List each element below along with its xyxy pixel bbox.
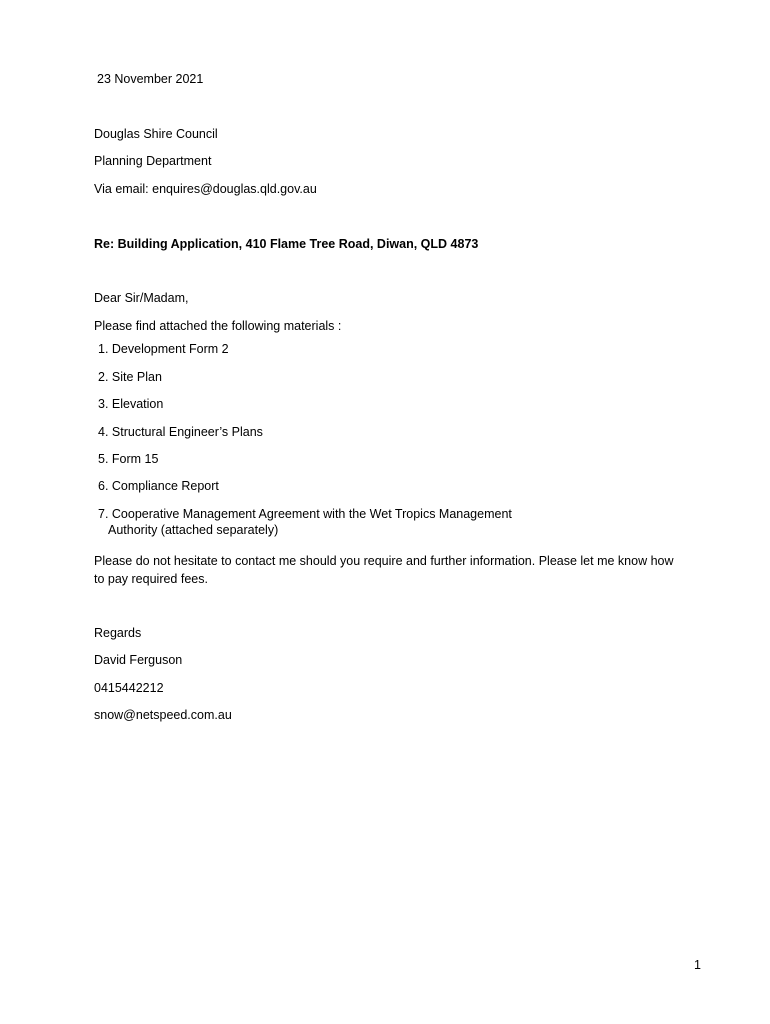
sender-phone: 0415442212 — [94, 681, 164, 695]
sender-name: David Ferguson — [94, 653, 183, 667]
attachment-item-6: 6. Compliance Report — [98, 479, 219, 493]
page-number: 1 — [694, 958, 701, 972]
attachment-item-4: 4. Structural Engineer’s Plans — [98, 425, 263, 439]
attachment-item-2: 2. Site Plan — [98, 370, 162, 384]
letter-subject: Re: Building Application, 410 Flame Tree Road, Diwan, QLD 4873 — [94, 237, 479, 251]
letter-date: 23 November 2021 — [97, 72, 204, 86]
intro-text: Please find attached the following materials : — [94, 319, 342, 333]
signoff: Regards — [94, 626, 142, 640]
closing-paragraph: Please do not hesitate to contact me should you require and further information. Please let me know how to pay required fees. — [94, 554, 674, 586]
attachment-item-7: 7. Cooperative Management Agreement with the Wet Tropics Management — [98, 507, 512, 521]
salutation: Dear Sir/Madam, — [94, 291, 189, 305]
recipient-email-line: Via email: enquires@douglas.qld.gov.au — [94, 182, 317, 196]
recipient-name: Douglas Shire Council — [94, 127, 218, 141]
attachment-item-1: 1. Development Form 2 — [98, 342, 229, 356]
recipient-department: Planning Department — [94, 154, 212, 168]
attachment-item-5: 5. Form 15 — [98, 452, 159, 466]
attachment-item-7-continued: Authority (attached separately) — [108, 523, 279, 537]
sender-email: snow@netspeed.com.au — [94, 708, 232, 722]
attachment-item-3: 3. Elevation — [98, 397, 164, 411]
